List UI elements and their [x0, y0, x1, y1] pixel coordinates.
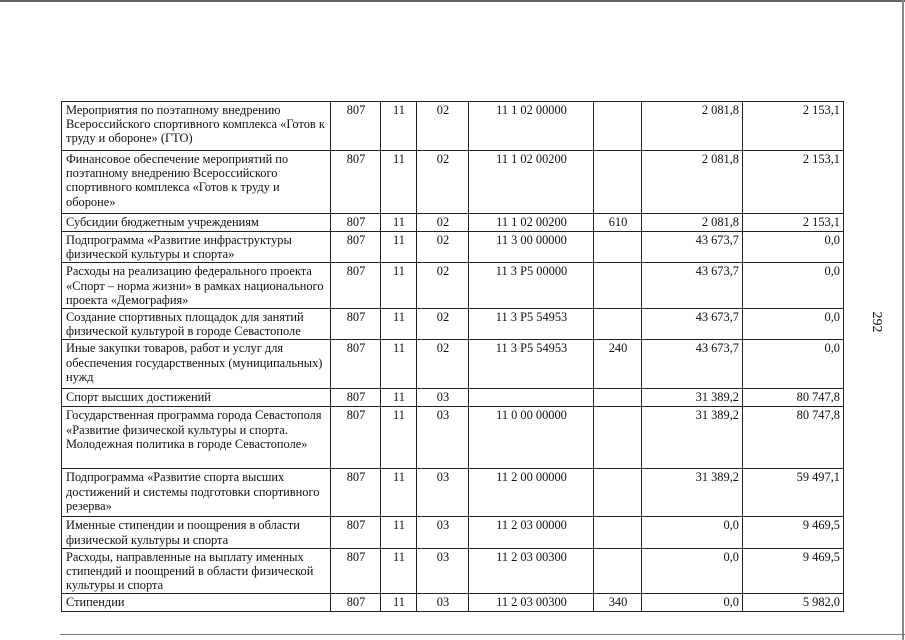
cell-pr: 03 [417, 517, 469, 548]
cell-csr [469, 389, 594, 407]
cell-pr: 02 [417, 309, 469, 340]
cell-y1: 2 081,8 [642, 214, 743, 232]
cell-csr: 11 3 P5 54953 [469, 309, 594, 340]
cell-gr: 807 [331, 389, 381, 407]
cell-name: Подпрограмма «Развитие инфраструктуры физической культуры и спорта» [62, 232, 331, 263]
cell-y1: 2 081,8 [642, 151, 743, 214]
cell-rz: 11 [381, 548, 417, 594]
table-row [62, 263, 844, 309]
cell-vr [594, 309, 642, 340]
cell-y1: 0,0 [642, 548, 743, 594]
cell-gr: 807 [331, 309, 381, 340]
table-row [62, 340, 844, 389]
table-row [62, 548, 844, 594]
cell-pr: 03 [417, 469, 469, 517]
cell-vr: 610 [594, 214, 642, 232]
right-page-edge [902, 0, 904, 640]
cell-name: Мероприятия по поэтапному внедрению Всероссийского спортивного комплекса «Готов к труду и обороне» (ГТО) [62, 102, 331, 151]
cell-y2: 2 153,1 [743, 151, 844, 214]
cell-vr [594, 389, 642, 407]
cell-y2: 0,0 [743, 232, 844, 263]
table-row [62, 214, 844, 232]
cell-csr: 11 3 P5 54953 [469, 340, 594, 389]
cell-gr: 807 [331, 548, 381, 594]
cell-name: Финансовое обеспечение мероприятий по поэтапному внедрению Всероссийского спортивного комплекса «Готов к труду и обороне» [62, 151, 331, 214]
cell-gr: 807 [331, 594, 381, 612]
cell-name: Стипендии [62, 594, 331, 612]
cell-rz: 11 [381, 309, 417, 340]
cell-rz: 11 [381, 232, 417, 263]
cell-y2: 0,0 [743, 309, 844, 340]
cell-rz: 11 [381, 594, 417, 612]
cell-vr: 340 [594, 594, 642, 612]
table-row [62, 151, 844, 214]
cell-y2: 0,0 [743, 263, 844, 309]
cell-pr: 02 [417, 151, 469, 214]
cell-vr [594, 151, 642, 214]
cell-pr: 02 [417, 340, 469, 389]
cell-rz: 11 [381, 340, 417, 389]
cell-y1: 43 673,7 [642, 232, 743, 263]
table-row [62, 102, 844, 151]
page-number: 292 [869, 311, 884, 333]
cell-y1: 31 389,2 [642, 407, 743, 469]
cell-gr: 807 [331, 340, 381, 389]
cell-y1: 43 673,7 [642, 309, 743, 340]
cell-name: Спорт высших достижений [62, 389, 331, 407]
cell-vr [594, 232, 642, 263]
cell-y1: 43 673,7 [642, 340, 743, 389]
cell-rz: 11 [381, 389, 417, 407]
cell-y2: 2 153,1 [743, 102, 844, 151]
cell-y2: 59 497,1 [743, 469, 844, 517]
cell-rz: 11 [381, 407, 417, 469]
cell-rz: 11 [381, 214, 417, 232]
cell-csr: 11 2 03 00000 [469, 517, 594, 548]
cell-y1: 31 389,2 [642, 389, 743, 407]
cell-name: Субсидии бюджетным учреждениям [62, 214, 331, 232]
cell-vr [594, 407, 642, 469]
cell-vr [594, 469, 642, 517]
cell-csr: 11 2 03 00300 [469, 594, 594, 612]
cell-name: Расходы, направленные на выплату именных стипендий и поощрений в области физической культуры и спорта [62, 548, 331, 594]
cell-vr [594, 517, 642, 548]
cell-csr: 11 1 02 00200 [469, 151, 594, 214]
cell-name: Государственная программа города Севастополя «Развитие физической культуры и спорта. Молодежная политика в городе Севастополе» [62, 407, 331, 469]
cell-name: Создание спортивных площадок для занятий физической культурой в городе Севастополе [62, 309, 331, 340]
cell-y1: 0,0 [642, 517, 743, 548]
bottom-border-line [60, 634, 905, 635]
cell-y2: 9 469,5 [743, 517, 844, 548]
table-row [62, 594, 844, 612]
cell-gr: 807 [331, 407, 381, 469]
cell-pr: 02 [417, 232, 469, 263]
cell-pr: 02 [417, 214, 469, 232]
cell-rz: 11 [381, 102, 417, 151]
cell-rz: 11 [381, 469, 417, 517]
cell-name: Иные закупки товаров, работ и услуг для обеспечения государственных (муниципальных) нужд [62, 340, 331, 389]
cell-y1: 2 081,8 [642, 102, 743, 151]
cell-gr: 807 [331, 214, 381, 232]
cell-csr: 11 3 P5 00000 [469, 263, 594, 309]
table-row [62, 407, 844, 469]
cell-vr [594, 548, 642, 594]
cell-gr: 807 [331, 469, 381, 517]
cell-y1: 0,0 [642, 594, 743, 612]
cell-rz: 11 [381, 517, 417, 548]
budget-table [61, 101, 844, 612]
cell-gr: 807 [331, 263, 381, 309]
cell-gr: 807 [331, 232, 381, 263]
cell-y2: 9 469,5 [743, 548, 844, 594]
table-row [62, 309, 844, 340]
cell-gr: 807 [331, 517, 381, 548]
cell-y2: 5 982,0 [743, 594, 844, 612]
top-border-line [0, 0, 905, 2]
table-row [62, 389, 844, 407]
cell-y2: 80 747,8 [743, 389, 844, 407]
cell-gr: 807 [331, 151, 381, 214]
table-row [62, 517, 844, 548]
cell-y2: 80 747,8 [743, 407, 844, 469]
cell-pr: 03 [417, 594, 469, 612]
cell-vr [594, 102, 642, 151]
table-row [62, 232, 844, 263]
cell-csr: 11 1 02 00200 [469, 214, 594, 232]
cell-rz: 11 [381, 151, 417, 214]
cell-name: Именные стипендии и поощрения в области физической культуры и спорта [62, 517, 331, 548]
cell-y2: 2 153,1 [743, 214, 844, 232]
cell-rz: 11 [381, 263, 417, 309]
cell-name: Подпрограмма «Развитие спорта высших достижений и системы подготовки спортивного резерва» [62, 469, 331, 517]
cell-csr: 11 3 00 00000 [469, 232, 594, 263]
cell-y1: 43 673,7 [642, 263, 743, 309]
budget-table-body [62, 102, 844, 612]
cell-pr: 03 [417, 407, 469, 469]
cell-csr: 11 2 00 00000 [469, 469, 594, 517]
cell-pr: 03 [417, 389, 469, 407]
cell-gr: 807 [331, 102, 381, 151]
cell-vr [594, 263, 642, 309]
cell-vr: 240 [594, 340, 642, 389]
cell-csr: 11 0 00 00000 [469, 407, 594, 469]
cell-name: Расходы на реализацию федерального проекта «Спорт – норма жизни» в рамках национального проекта «Демография» [62, 263, 331, 309]
cell-csr: 11 1 02 00000 [469, 102, 594, 151]
table-row [62, 469, 844, 517]
cell-csr: 11 2 03 00300 [469, 548, 594, 594]
cell-y1: 31 389,2 [642, 469, 743, 517]
cell-pr: 03 [417, 548, 469, 594]
cell-pr: 02 [417, 263, 469, 309]
cell-pr: 02 [417, 102, 469, 151]
cell-y2: 0,0 [743, 340, 844, 389]
